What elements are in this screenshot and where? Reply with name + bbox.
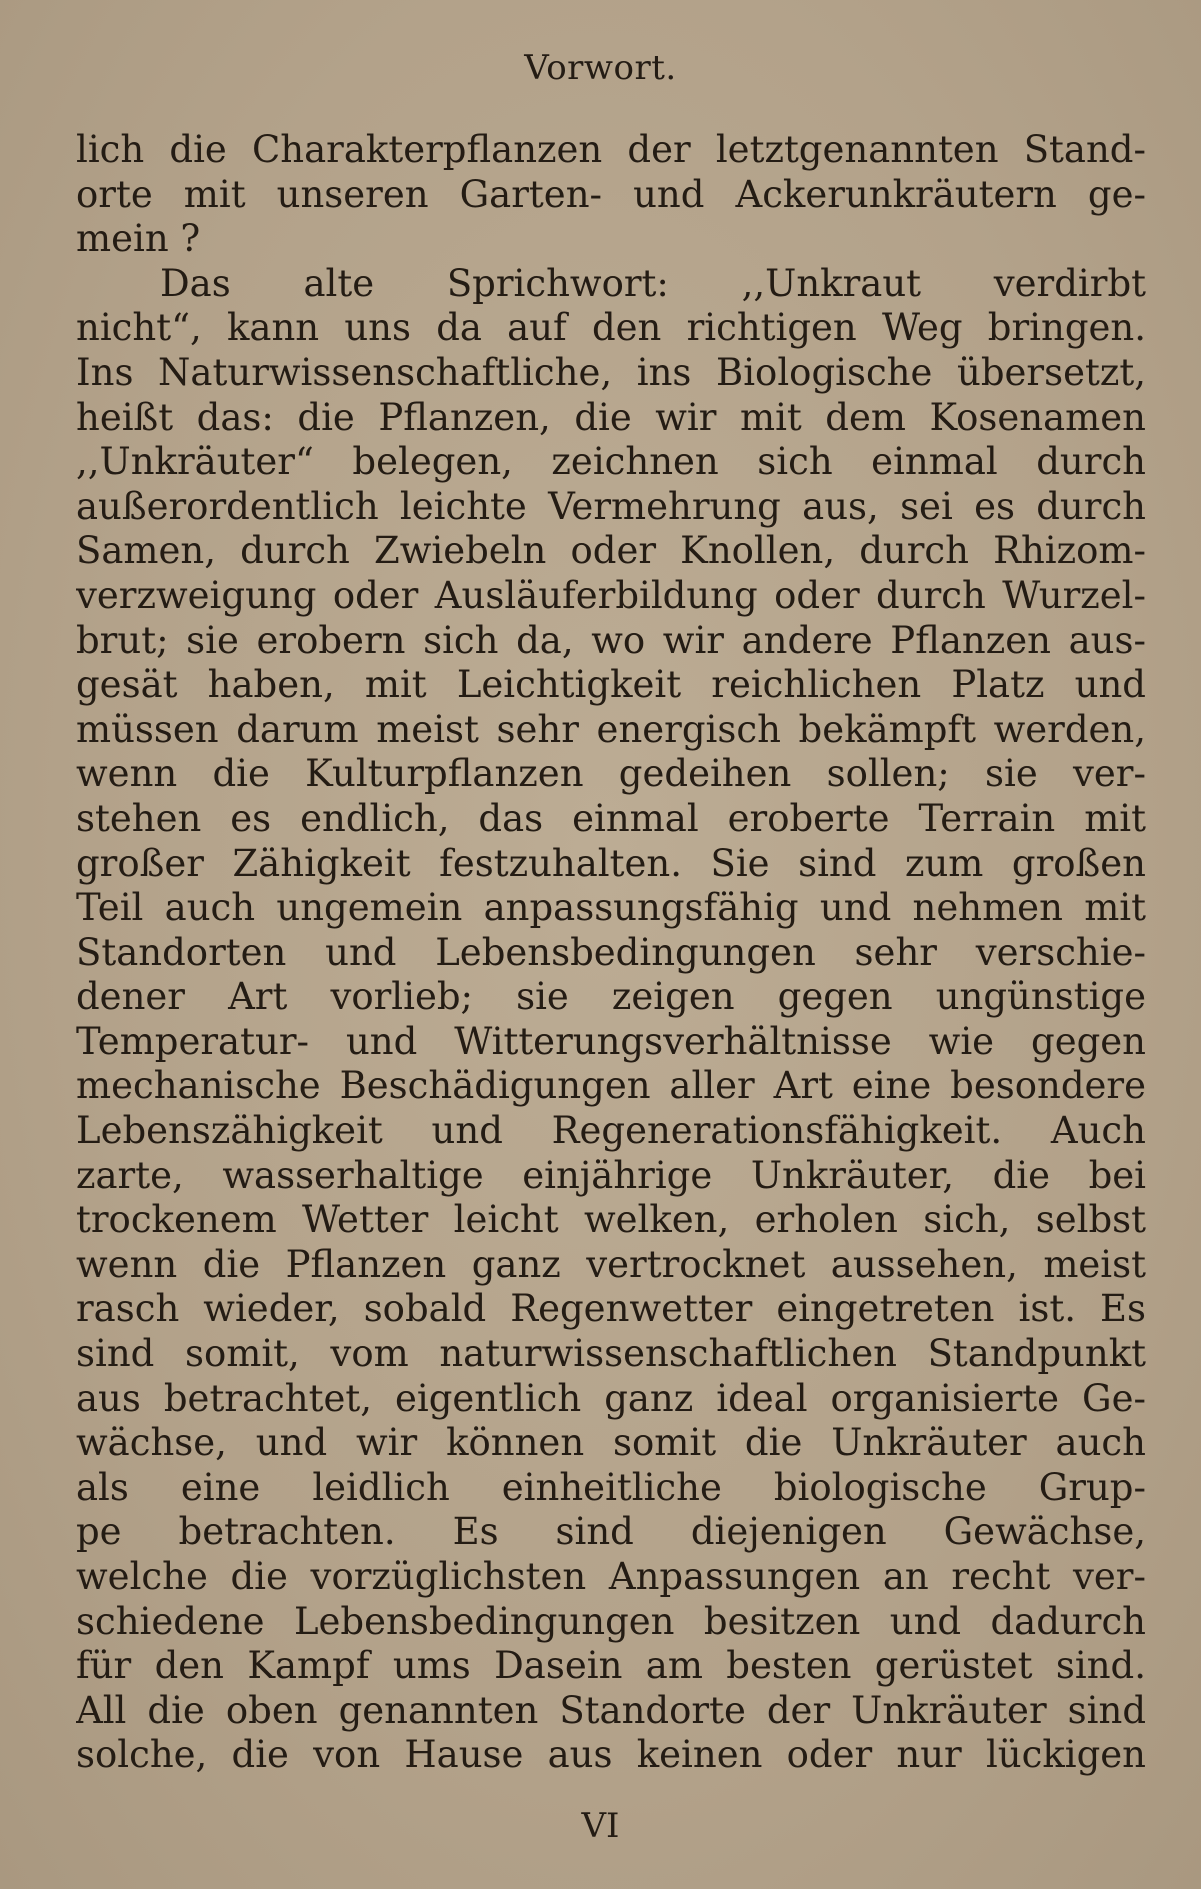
text-line: welche die vorzüglichsten Anpassungen an recht ver- (76, 1555, 1146, 1598)
text-line: trockenem Wetter leicht welken, erholen sich, selbst (76, 1198, 1146, 1242)
text-line: stehen es endlich, das einmal eroberte Terrain mit (76, 796, 1146, 840)
text-line: ,,Unkräuter“ belegen, zeichnen sich einmal durch (76, 440, 1146, 484)
text-line: schiedene Lebensbedingungen besitzen und dadurch (76, 1599, 1146, 1643)
text-line: als eine leidlich einheitliche biologische Grup- (76, 1465, 1146, 1509)
text-line: All die oben genannten Standorte der Unkräuter sind (76, 1688, 1146, 1732)
text-line: zarte, wasserhaltige einjährige Unkräuter, die bei (76, 1153, 1146, 1197)
text-line: Lebenszähigkeit und Regenerationsfähigkeit. Auch (76, 1109, 1146, 1153)
text-line: Standorten und Lebensbedingungen sehr verschie- (76, 930, 1146, 974)
text-line: Teil auch ungemein anpassungsfähig und nehmen mit (76, 886, 1146, 930)
text-line: nicht“, kann uns da auf den richtigen Weg bringen. (76, 306, 1146, 350)
text-line: außerordentlich leichte Vermehrung aus, sei es durch (76, 484, 1146, 528)
text-line: solche, die von Hause aus keinen oder nur lückigen (76, 1733, 1146, 1777)
text-line: verzweigung oder Ausläuferbildung oder durch Wurzel- (76, 573, 1146, 617)
page-header-title: Vorwort. (524, 48, 677, 88)
text-line: wenn die Pflanzen ganz vertrocknet aussehen, meist (76, 1242, 1146, 1286)
text-line: mechanische Beschädigungen aller Art eine besondere (76, 1064, 1146, 1108)
text-line: orte mit unseren Garten- und Ackerunkräutern ge- (76, 172, 1146, 216)
text-line: gesät haben, mit Leichtigkeit reichlichen Platz und (76, 663, 1146, 707)
text-line: Samen, durch Zwiebeln oder Knollen, durch Rhizom- (76, 529, 1146, 573)
text-line: wächse, und wir können somit die Unkräuter auch (76, 1421, 1146, 1465)
text-line: dener Art vorlieb; sie zeigen gegen ungünstige (76, 975, 1146, 1019)
text-line: für den Kampf ums Dasein am besten gerüstet sind. (76, 1644, 1146, 1688)
text-line: lich die Charakterpflanzen der letztgenannten Stand- (76, 128, 1146, 171)
text-line: müssen darum meist sehr energisch bekämpft werden, (76, 707, 1146, 751)
page-number: VI (581, 1806, 620, 1846)
text-line: brut; sie erobern sich da, wo wir andere Pflanzen aus- (76, 618, 1146, 662)
text-line: großer Zähigkeit festzuhalten. Sie sind zum großen (76, 841, 1146, 885)
body-text (76, 128, 1146, 1778)
text-line: aus betrachtet, eigentlich ganz ideal organisierte Ge- (76, 1376, 1146, 1420)
text-line: Ins Naturwissenschaftliche, ins Biologische übersetzt, (76, 350, 1146, 394)
text-line: rasch wieder, sobald Regenwetter eingetreten ist. Es (76, 1287, 1146, 1331)
text-line: mein ? (76, 217, 201, 261)
text-line: heißt das: die Pflanzen, die wir mit dem Kosenamen (76, 395, 1146, 439)
text-line: Das alte Sprichwort: ,,Unkraut verdirbt (160, 261, 1146, 305)
text-line: wenn die Kulturpflanzen gedeihen sollen; sie ver- (76, 752, 1146, 796)
text-line: pe betrachten. Es sind diejenigen Gewächse, (76, 1510, 1146, 1554)
text-line: Temperatur- und Witterungsverhältnisse wie gegen (76, 1019, 1146, 1063)
text-line: sind somit, vom naturwissenschaftlichen Standpunkt (76, 1332, 1146, 1376)
